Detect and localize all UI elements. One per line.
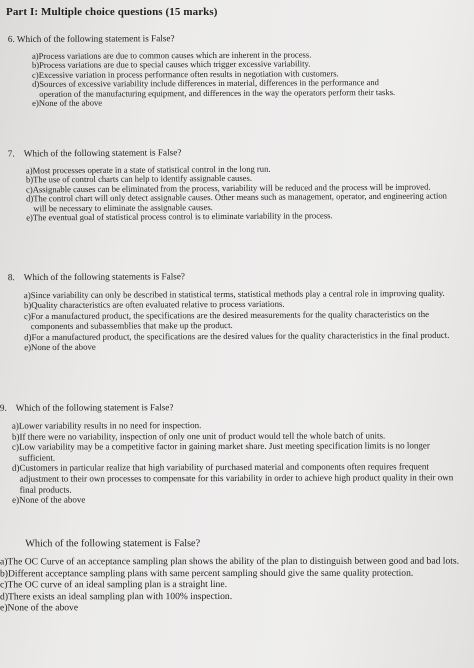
option-e bbox=[0, 602, 472, 614]
question-stem bbox=[0, 401, 464, 414]
option-text: Since variability can only be described in statistical terms, statistical methods play a central role in improving quality. bbox=[30, 287, 445, 301]
option-text: The use of control charts can help to identify assignable causes. bbox=[33, 173, 253, 185]
option-key: b) bbox=[23, 300, 32, 311]
option-list bbox=[24, 288, 460, 353]
question-text: Which of the following statement is False? bbox=[15, 402, 174, 413]
option-text: Most processes operate in a state of statistical control in the long run. bbox=[32, 163, 271, 176]
question-text: Which of the following statement is False? bbox=[23, 147, 182, 159]
question-text: Which of the following statement is False? bbox=[16, 33, 175, 45]
option-text: None of the above bbox=[38, 97, 103, 108]
question-6 bbox=[8, 32, 410, 109]
option-text: The eventual goal of statistical process control is to eliminate variability in the process. bbox=[32, 210, 333, 223]
question-7 bbox=[8, 145, 449, 223]
question-10 bbox=[0, 538, 472, 615]
option-list bbox=[32, 50, 410, 108]
question-text: Which of the following statement is False? bbox=[25, 538, 201, 550]
option-key: e) bbox=[24, 342, 32, 353]
option-c bbox=[24, 309, 460, 332]
option-list bbox=[0, 556, 472, 615]
option-text: Process variations are due to common causes which are inherent in the process. bbox=[38, 49, 312, 61]
option-text: Low variability may be a competitive factor in gaining market share. Just meeting specification limits is no longer sufficient. bbox=[18, 440, 430, 463]
option-key: e) bbox=[12, 494, 20, 505]
option-key: b) bbox=[31, 60, 40, 71]
option-key: e) bbox=[0, 602, 8, 614]
option-key: d) bbox=[24, 331, 32, 342]
option-e bbox=[24, 340, 460, 353]
option-key: e) bbox=[26, 212, 33, 223]
option-text: The OC curve of an ideal sampling plan is a straight line. bbox=[7, 579, 228, 591]
option-key: c) bbox=[31, 69, 39, 80]
question-stem bbox=[0, 538, 472, 550]
option-text: The OC Curve of an acceptance sampling plan shows the ability of the plan to distinguish between good and bad lots. bbox=[7, 555, 460, 568]
option-text: Quality characteristics are often evaluated relative to process variations. bbox=[31, 299, 285, 311]
option-key: d) bbox=[32, 79, 40, 90]
option-key: b) bbox=[0, 567, 9, 580]
option-text: Assignable causes can be eliminated from the process, variability will be reduced and the process will be improved. bbox=[32, 181, 431, 195]
option-list bbox=[12, 419, 464, 505]
option-c bbox=[0, 579, 472, 591]
option-d bbox=[12, 462, 464, 495]
option-key: a) bbox=[11, 420, 19, 431]
option-a bbox=[0, 556, 472, 568]
question-number: 6. bbox=[7, 34, 15, 45]
option-key: d) bbox=[12, 463, 20, 474]
option-c bbox=[12, 440, 464, 463]
option-key: d) bbox=[0, 591, 9, 603]
option-key: c) bbox=[23, 310, 31, 321]
option-text: For a manufactured product, the specifications are the desired measurements for the quality characteristics on the components and subassemblies that make up the product. bbox=[30, 308, 430, 332]
option-key: c) bbox=[11, 441, 19, 452]
option-text: Different acceptance sampling plans with same percent sampling should give the same quality protection. bbox=[7, 567, 414, 579]
option-text: There exists an ideal sampling plan with 100% inspection. bbox=[8, 590, 233, 603]
option-text: Lower variability results in no need for inspection. bbox=[18, 420, 202, 431]
option-text: None of the above bbox=[7, 602, 79, 614]
question-8 bbox=[8, 270, 460, 353]
question-stem bbox=[8, 145, 448, 159]
option-d bbox=[0, 590, 472, 602]
option-key: c) bbox=[0, 579, 8, 591]
option-key: a) bbox=[31, 50, 39, 61]
option-text: None of the above bbox=[31, 341, 96, 353]
option-text: The control chart will only detect assignable causes. Other means such as management, operator, and engineering action will be necessary to eliminate the assignable causes. bbox=[33, 190, 447, 213]
option-text: Process variations are due to special causes which trigger excessive variability. bbox=[39, 58, 311, 71]
option-key: d) bbox=[26, 193, 34, 204]
option-key: a) bbox=[23, 290, 31, 301]
option-key: a) bbox=[0, 556, 8, 568]
question-text: Which of the following statements is False? bbox=[23, 271, 186, 283]
option-e bbox=[32, 97, 410, 108]
option-text: If there were no variability, inspection of only one unit of product would tell the whole batch of units. bbox=[19, 430, 386, 442]
option-e bbox=[12, 493, 464, 505]
option-e bbox=[26, 210, 448, 222]
question-stem bbox=[8, 270, 460, 283]
option-text: Excessive variation in process performance often results in negotiation with customers. bbox=[38, 68, 339, 80]
option-d bbox=[32, 78, 410, 99]
option-key: e) bbox=[32, 97, 39, 108]
option-text: Sources of excessive variability include differences in material, differences in the performance and operation of the manufacturing equipment, and differences in the way the operators perform their tasks. bbox=[39, 77, 396, 99]
question-number: 8. bbox=[7, 272, 15, 283]
option-text: None of the above bbox=[19, 494, 86, 505]
option-key: b) bbox=[11, 431, 20, 442]
question-stem bbox=[8, 32, 410, 45]
question-number: 7. bbox=[7, 148, 15, 159]
option-list bbox=[26, 163, 448, 222]
option-key: b) bbox=[25, 174, 34, 185]
part-heading: Part I: Multiple choice questions (15 marks) bbox=[6, 6, 218, 18]
question-number: 9. bbox=[0, 402, 7, 413]
option-text: For a manufactured product, the specifications are the desired values for the quality characteristics in the final product. bbox=[31, 329, 450, 342]
option-key: a) bbox=[25, 165, 33, 176]
question-9 bbox=[0, 401, 464, 505]
option-key: c) bbox=[25, 184, 33, 195]
option-text: Customers in particular realize that high variability of purchased material and components often requires frequent adjustment to their own processes to compensate for this variability in order to achieve high product quality in their own final products. bbox=[19, 461, 454, 495]
option-b bbox=[0, 567, 472, 579]
